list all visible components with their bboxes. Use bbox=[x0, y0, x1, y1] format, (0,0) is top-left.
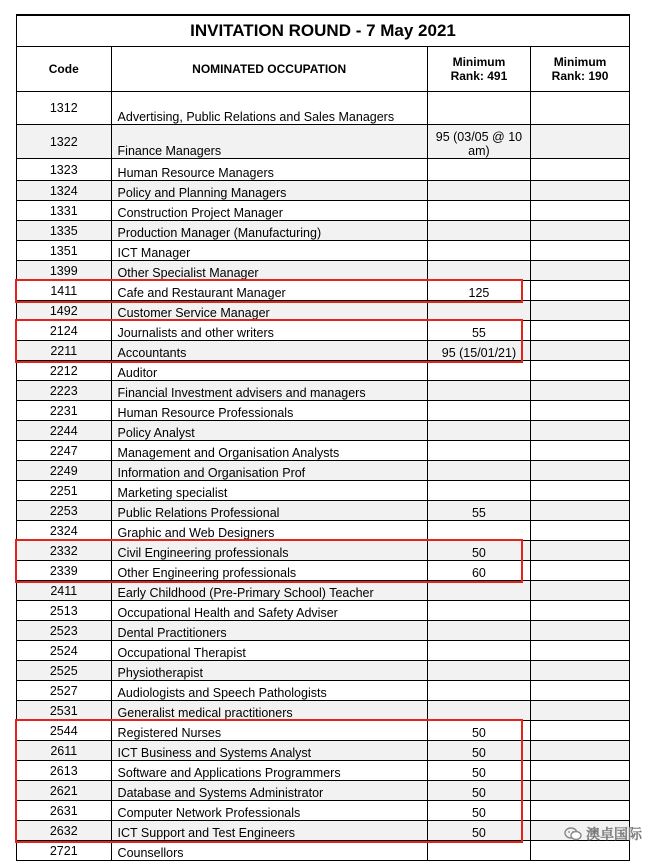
cell-code: 2211 bbox=[17, 341, 112, 361]
cell-rank190 bbox=[531, 721, 630, 741]
cell-rank190 bbox=[531, 181, 630, 201]
cell-code: 2212 bbox=[17, 361, 112, 381]
cell-rank491: 55 bbox=[427, 321, 530, 341]
cell-occ: Audiologists and Speech Pathologists bbox=[111, 681, 427, 701]
cell-rank491 bbox=[427, 361, 530, 381]
cell-code: 2247 bbox=[17, 441, 112, 461]
cell-code: 1399 bbox=[17, 261, 112, 281]
cell-occ: Policy and Planning Managers bbox=[111, 181, 427, 201]
table-row bbox=[17, 461, 630, 481]
cell-occ: Public Relations Professional bbox=[111, 501, 427, 521]
cell-rank491 bbox=[427, 301, 530, 321]
cell-occ: Auditor bbox=[111, 361, 427, 381]
cell-rank190 bbox=[531, 761, 630, 781]
table-row bbox=[17, 761, 630, 781]
cell-rank190 bbox=[531, 421, 630, 441]
cell-rank491 bbox=[427, 381, 530, 401]
cell-occ: Registered Nurses bbox=[111, 721, 427, 741]
table-row bbox=[17, 92, 630, 125]
cell-code: 2525 bbox=[17, 661, 112, 681]
cell-rank491 bbox=[427, 581, 530, 601]
cell-occ: Financial Investment advisers and managers bbox=[111, 381, 427, 401]
cell-rank190 bbox=[531, 621, 630, 641]
cell-occ: Dental Practitioners bbox=[111, 621, 427, 641]
cell-code: 2527 bbox=[17, 681, 112, 701]
cell-rank491 bbox=[427, 701, 530, 721]
cell-code: 2251 bbox=[17, 481, 112, 501]
cell-occ: ICT Business and Systems Analyst bbox=[111, 741, 427, 761]
cell-rank190 bbox=[531, 281, 630, 301]
cell-rank491 bbox=[427, 241, 530, 261]
cell-code: 2611 bbox=[17, 741, 112, 761]
table-row bbox=[17, 201, 630, 221]
cell-rank491 bbox=[427, 201, 530, 221]
cell-rank491 bbox=[427, 401, 530, 421]
header-occupation: NOMINATED OCCUPATION bbox=[111, 47, 427, 92]
cell-rank491: 95 (03/05 @ 10 am) bbox=[427, 125, 530, 159]
cell-occ: Other Specialist Manager bbox=[111, 261, 427, 281]
cell-rank190 bbox=[531, 581, 630, 601]
table-row bbox=[17, 181, 630, 201]
header-code: Code bbox=[17, 47, 112, 92]
table-row bbox=[17, 261, 630, 281]
cell-rank491 bbox=[427, 159, 530, 181]
cell-occ: Civil Engineering professionals bbox=[111, 541, 427, 561]
cell-code: 2621 bbox=[17, 781, 112, 801]
table-row bbox=[17, 159, 630, 181]
cell-code: 2244 bbox=[17, 421, 112, 441]
cell-rank491 bbox=[427, 221, 530, 241]
cell-occ: Physiotherapist bbox=[111, 661, 427, 681]
cell-occ: Cafe and Restaurant Manager bbox=[111, 281, 427, 301]
header-rank-190-line1: Minimum bbox=[553, 55, 607, 69]
cell-code: 2513 bbox=[17, 601, 112, 621]
cell-rank491 bbox=[427, 261, 530, 281]
table-row bbox=[17, 321, 630, 341]
cell-occ: Human Resource Managers bbox=[111, 159, 427, 181]
header-rank-190-line2: Rank: 190 bbox=[551, 69, 609, 83]
cell-occ: Counsellors bbox=[111, 841, 427, 861]
cell-occ: Advertising, Public Relations and Sales Managers bbox=[111, 92, 427, 125]
cell-occ: Early Childhood (Pre-Primary School) Teacher bbox=[111, 581, 427, 601]
table-row bbox=[17, 221, 630, 241]
cell-rank190 bbox=[531, 125, 630, 159]
table-row bbox=[17, 441, 630, 461]
table-row bbox=[17, 241, 630, 261]
table-row bbox=[17, 661, 630, 681]
cell-code: 2631 bbox=[17, 801, 112, 821]
table-row bbox=[17, 421, 630, 441]
cell-rank190 bbox=[531, 541, 630, 561]
cell-rank190 bbox=[531, 601, 630, 621]
cell-occ: Policy Analyst bbox=[111, 421, 427, 441]
cell-rank491 bbox=[427, 661, 530, 681]
cell-occ: Production Manager (Manufacturing) bbox=[111, 221, 427, 241]
cell-occ: Software and Applications Programmers bbox=[111, 761, 427, 781]
cell-rank190 bbox=[531, 661, 630, 681]
cell-rank190 bbox=[531, 401, 630, 421]
cell-occ: Database and Systems Administrator bbox=[111, 781, 427, 801]
cell-rank190 bbox=[531, 561, 630, 581]
cell-occ: Graphic and Web Designers bbox=[111, 521, 427, 541]
cell-rank491 bbox=[427, 681, 530, 701]
cell-rank491: 50 bbox=[427, 781, 530, 801]
cell-rank491: 50 bbox=[427, 801, 530, 821]
cell-code: 1335 bbox=[17, 221, 112, 241]
cell-rank190 bbox=[531, 481, 630, 501]
cell-rank190 bbox=[531, 781, 630, 801]
cell-rank491 bbox=[427, 841, 530, 861]
header-rank-491 bbox=[427, 47, 530, 92]
cell-rank190 bbox=[531, 159, 630, 181]
table-row bbox=[17, 581, 630, 601]
watermark-text: 澳卓国际 bbox=[586, 826, 642, 842]
cell-rank491 bbox=[427, 621, 530, 641]
cell-rank491: 50 bbox=[427, 741, 530, 761]
table-row bbox=[17, 781, 630, 801]
cell-rank190 bbox=[531, 361, 630, 381]
cell-rank491 bbox=[427, 461, 530, 481]
table-row bbox=[17, 681, 630, 701]
cell-rank491 bbox=[427, 421, 530, 441]
cell-rank491 bbox=[427, 481, 530, 501]
cell-code: 1492 bbox=[17, 301, 112, 321]
wechat-icon bbox=[564, 827, 582, 841]
table-row bbox=[17, 621, 630, 641]
cell-code: 2339 bbox=[17, 561, 112, 581]
table-row bbox=[17, 841, 630, 861]
cell-code: 2223 bbox=[17, 381, 112, 401]
cell-rank491: 50 bbox=[427, 541, 530, 561]
cell-occ: ICT Manager bbox=[111, 241, 427, 261]
cell-code: 2544 bbox=[17, 721, 112, 741]
cell-rank190 bbox=[531, 301, 630, 321]
cell-code: 2524 bbox=[17, 641, 112, 661]
cell-occ: Construction Project Manager bbox=[111, 201, 427, 221]
table-row bbox=[17, 521, 630, 541]
cell-code: 1324 bbox=[17, 181, 112, 201]
cell-rank491: 125 bbox=[427, 281, 530, 301]
table-row bbox=[17, 641, 630, 661]
cell-occ: Accountants bbox=[111, 341, 427, 361]
cell-code: 1331 bbox=[17, 201, 112, 221]
cell-code: 1323 bbox=[17, 159, 112, 181]
cell-rank190 bbox=[531, 92, 630, 125]
cell-rank491 bbox=[427, 641, 530, 661]
cell-rank190 bbox=[531, 461, 630, 481]
cell-code: 2253 bbox=[17, 501, 112, 521]
cell-rank491 bbox=[427, 181, 530, 201]
table-row bbox=[17, 821, 630, 841]
table-row bbox=[17, 701, 630, 721]
cell-code: 2124 bbox=[17, 321, 112, 341]
table-row bbox=[17, 501, 630, 521]
cell-code: 1312 bbox=[17, 92, 112, 125]
cell-rank491 bbox=[427, 92, 530, 125]
cell-rank190 bbox=[531, 681, 630, 701]
table-body bbox=[17, 92, 630, 861]
cell-rank190 bbox=[531, 381, 630, 401]
cell-occ: Journalists and other writers bbox=[111, 321, 427, 341]
cell-occ: Other Engineering professionals bbox=[111, 561, 427, 581]
table-row bbox=[17, 301, 630, 321]
cell-occ: Human Resource Professionals bbox=[111, 401, 427, 421]
table-row bbox=[17, 281, 630, 301]
cell-rank491 bbox=[427, 521, 530, 541]
cell-occ: Occupational Health and Safety Adviser bbox=[111, 601, 427, 621]
cell-rank190 bbox=[531, 201, 630, 221]
invitation-round-table bbox=[16, 14, 630, 861]
cell-rank491: 50 bbox=[427, 761, 530, 781]
table-row bbox=[17, 741, 630, 761]
cell-rank190 bbox=[531, 221, 630, 241]
table-row bbox=[17, 401, 630, 421]
cell-occ: Computer Network Professionals bbox=[111, 801, 427, 821]
cell-rank491 bbox=[427, 601, 530, 621]
header-rank-491-line2: Rank: 491 bbox=[450, 69, 508, 83]
watermark bbox=[564, 824, 642, 844]
cell-code: 2531 bbox=[17, 701, 112, 721]
table-title: INVITATION ROUND - 7 May 2021 bbox=[17, 15, 630, 47]
header-rank-491-line1: Minimum bbox=[452, 55, 506, 69]
cell-rank190 bbox=[531, 701, 630, 721]
table-row bbox=[17, 721, 630, 741]
cell-rank190 bbox=[531, 341, 630, 361]
cell-rank190 bbox=[531, 801, 630, 821]
cell-code: 2721 bbox=[17, 841, 112, 861]
cell-occ: Information and Organisation Prof bbox=[111, 461, 427, 481]
cell-rank491 bbox=[427, 441, 530, 461]
cell-code: 2249 bbox=[17, 461, 112, 481]
cell-code: 2632 bbox=[17, 821, 112, 841]
cell-occ: Customer Service Manager bbox=[111, 301, 427, 321]
cell-code: 2613 bbox=[17, 761, 112, 781]
cell-rank491: 55 bbox=[427, 501, 530, 521]
cell-code: 2411 bbox=[17, 581, 112, 601]
cell-rank190 bbox=[531, 241, 630, 261]
cell-rank190 bbox=[531, 641, 630, 661]
cell-rank190 bbox=[531, 321, 630, 341]
cell-code: 2523 bbox=[17, 621, 112, 641]
cell-rank190 bbox=[531, 501, 630, 521]
table-row bbox=[17, 801, 630, 821]
cell-code: 1411 bbox=[17, 281, 112, 301]
cell-rank190 bbox=[531, 441, 630, 461]
cell-code: 1351 bbox=[17, 241, 112, 261]
cell-occ: Management and Organisation Analysts bbox=[111, 441, 427, 461]
cell-occ: Generalist medical practitioners bbox=[111, 701, 427, 721]
table-row bbox=[17, 341, 630, 361]
cell-code: 2231 bbox=[17, 401, 112, 421]
cell-rank491: 60 bbox=[427, 561, 530, 581]
cell-occ: Occupational Therapist bbox=[111, 641, 427, 661]
table-row bbox=[17, 361, 630, 381]
cell-occ: Marketing specialist bbox=[111, 481, 427, 501]
cell-occ: ICT Support and Test Engineers bbox=[111, 821, 427, 841]
table-row bbox=[17, 125, 630, 159]
cell-rank190 bbox=[531, 521, 630, 541]
header-rank-190 bbox=[531, 47, 630, 92]
table-row bbox=[17, 381, 630, 401]
cell-code: 1322 bbox=[17, 125, 112, 159]
cell-occ: Finance Managers bbox=[111, 125, 427, 159]
cell-code: 2332 bbox=[17, 541, 112, 561]
cell-rank491: 50 bbox=[427, 821, 530, 841]
table-row bbox=[17, 541, 630, 561]
cell-rank491: 50 bbox=[427, 721, 530, 741]
cell-rank190 bbox=[531, 261, 630, 281]
cell-rank491: 95 (15/01/21) bbox=[427, 341, 530, 361]
cell-code: 2324 bbox=[17, 521, 112, 541]
cell-rank190 bbox=[531, 741, 630, 761]
table-row bbox=[17, 601, 630, 621]
table-row bbox=[17, 481, 630, 501]
table-row bbox=[17, 561, 630, 581]
